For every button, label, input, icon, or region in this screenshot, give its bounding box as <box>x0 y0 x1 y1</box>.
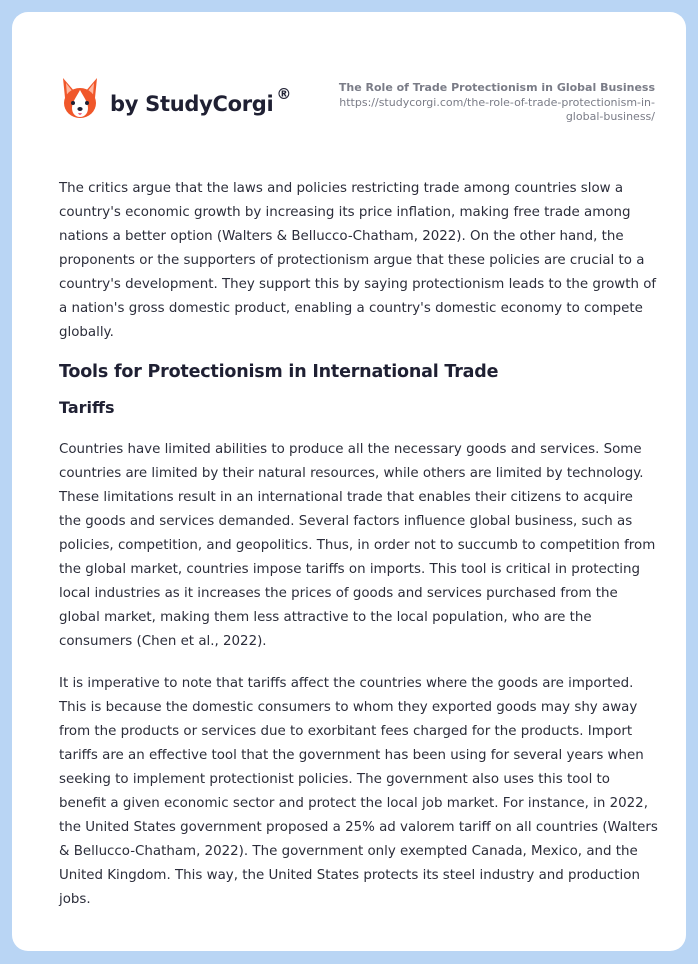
document-body <box>59 177 659 912</box>
corgi-logo-icon <box>60 76 100 120</box>
paragraph: The critics argue that the laws and policies restricting trade among countries slow a country's economic growth by increasing its price inflation, making free trade among nations a better option (Walters & Bellucco-Chatham, 2022). On the other hand, the proponents or the supporters of protectionism argue that these policies are crucial to a country's development. They support this by saying protectionism leads to the growth of a nation's gross domestic product, enabling a country's domestic economy to compete globally. <box>59 181 657 340</box>
studycorgi-logo[interactable] <box>60 76 291 120</box>
document-url[interactable]: https://studycorgi.com/the-role-of-trade-protectionism-in-global-business/ <box>339 96 655 123</box>
document-title: The Role of Trade Protectionism in Global Business <box>338 81 655 94</box>
subsection-heading: Tariffs <box>59 398 115 417</box>
registered-mark: ® <box>276 84 292 103</box>
section-heading: Tools for Protectionism in International Trade <box>59 362 499 382</box>
document-page <box>12 12 686 951</box>
brand-name: by StudyCorgi ® <box>110 84 292 116</box>
paragraph: It is imperative to note that tariffs affect the countries where the goods are imported. This is because the domestic consumers to whom they exported goods may shy away from the products or services due to exorbitant fees charged for the products. Import tariffs are an effective tool that the government has been using for several years when seeking to implement protectionist policies. The government also uses this tool to benefit a given economic sector and protect the local job market. For instance, in 2022, the United States government proposed a 25% ad valorem tariff on all countries (Walters & Bellucco-Chatham, 2022). The government only exempted Canada, Mexico, and the United Kingdom. This way, the United States protects its steel industry and production jobs. <box>59 676 658 907</box>
document-meta <box>315 80 655 124</box>
paragraph: Countries have limited abilities to produce all the necessary goods and services. Some countries are limited by their natural resources, while others are limited by technology. These limitations result in an international trade that enables their citizens to acquire the goods and services demanded. Several factors influence global business, such as policies, competition, and geopolitics. Thus, in order not to succumb to competition from the global market, countries impose tariffs on imports. This tool is critical in protecting local industries as it increases the prices of goods and services purchased from the global market, making them less attractive to the local population, who are the consumers (Chen et al., 2022). <box>59 442 656 649</box>
